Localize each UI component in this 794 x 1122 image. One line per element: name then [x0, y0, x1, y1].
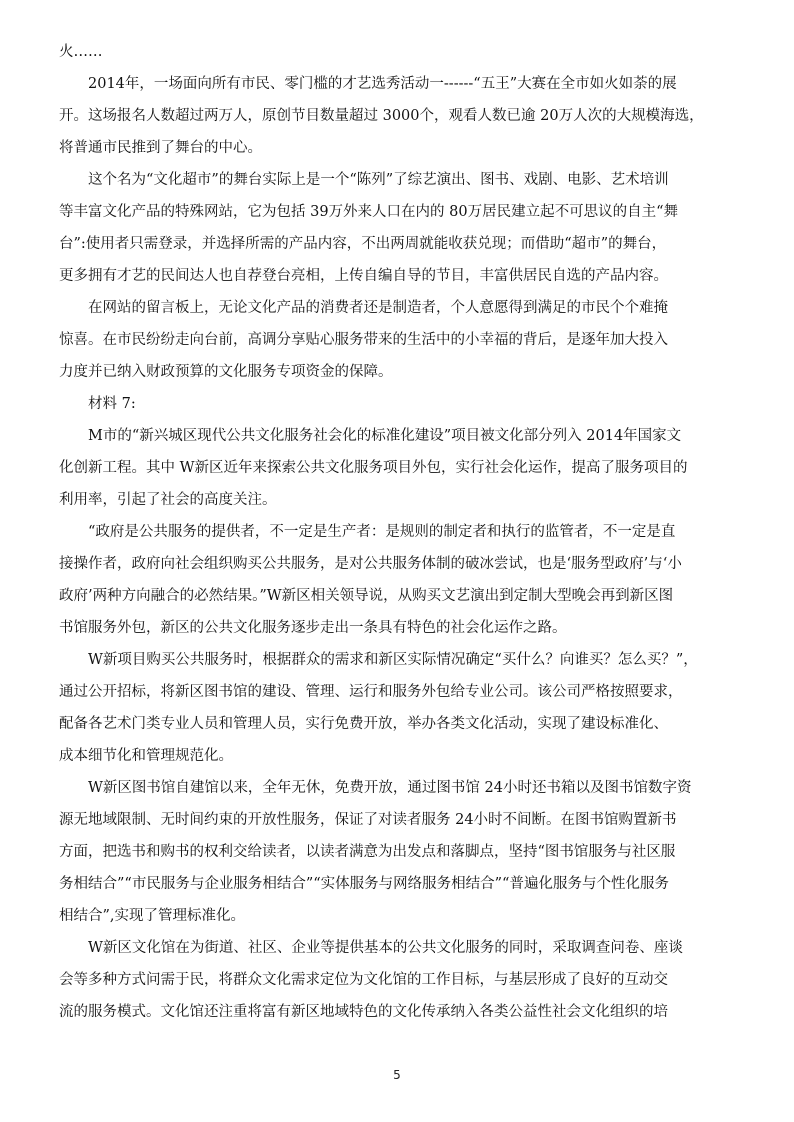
text-line: 接操作者，政府向社会组织购买公共服务，是对公共服务体制的破冰尝试，也是‘服务型政府’与‘小 — [59, 556, 682, 572]
text-line: W新区文化馆在为街道、社区、企业等提供基本的公共文化服务的同时，采取调查问卷、座谈 — [88, 940, 683, 956]
text-line: 方面，把选书和购书的权利交给读者，以读者满意为出发点和落脚点，坚持“图书馆服务与社区服 — [59, 844, 676, 860]
text-line: 开。这场报名人数超过两万人，原创节目数量超过 3000个，观看人数已逾 20万人次的大规模海选， — [59, 108, 704, 124]
text-line: 台”:使用者只需登录，并选择所需的产品内容，不出两周就能收获兑现；而借助“超市”的舞台， — [59, 236, 667, 252]
text-line: W新区图书馆自建馆以来，全年无休，免费开放，通过图书馆 24小时还书箱以及图书馆数字资 — [88, 780, 692, 796]
text-line: 在网站的留言板上，无论文化产品的消费者还是制造者，个人意愿得到满足的市民个个难掩 — [88, 300, 668, 316]
text-line: 流的服务模式。文化馆还注重将富有新区地域特色的文化传承纳入各类公益性社会文化组织的培 — [59, 1004, 668, 1020]
text-line: 这个名为“文化超市”的舞台实际上是一个“陈列”了综艺演出、图书、戏剧、电影、艺术培训 — [88, 172, 669, 188]
text-line: 配备各艺术门类专业人员和管理人员，实行免费开放，举办各类文化活动，实现了建设标准化、 — [59, 716, 668, 732]
text-line: 更多拥有才艺的民间达人也自荐登台亮相，上传自编自导的节目，丰富供居民自选的产品内容。 — [59, 268, 668, 284]
text-line: 利用率，引起了社会的高度关注。 — [59, 492, 277, 508]
text-line: 等丰富文化产品的特殊网站，它为包括 39万外来人口在内的 80万居民建立起不可思议的自主“舞 — [59, 204, 679, 220]
text-line: 通过公开招标，将新区图书馆的建设、管理、运行和服务外包给专业公司。该公司严格按照要求， — [59, 684, 683, 700]
text-line: 力度并已纳入财政预算的文化服务专项资金的保障。 — [59, 364, 393, 380]
text-line: 会等多种方式问需于民，将群众文化需求定位为文化馆的工作目标，与基层形成了良好的互动交 — [59, 972, 668, 988]
text-line: 成本细节化和管理规范化。 — [59, 748, 233, 764]
text-line: 2014年，一场面向所有市民、零门槛的才艺选秀活动一------“五王”大赛在全市如火如荼的展 — [88, 76, 677, 92]
text-line: 源无地域限制、无时间约束的开放性服务，保证了对读者服务 24小时不间断。在图书馆购置新书 — [59, 812, 677, 828]
text-line: 惊喜。在市民纷纷走向台前，高调分享贴心服务带来的生活中的小幸福的背后，是逐年加大投入 — [59, 332, 668, 348]
text-line: M市的“新兴城区现代公共文化服务社会化的标准化建设”项目被文化部分列入 2014年国家文 — [88, 428, 682, 444]
text-line: 务相结合”“市民服务与企业服务相结合”“实体服务与网络服务相结合”“普遍化服务与个性化服务 — [59, 876, 669, 892]
text-line: 火…… — [59, 44, 103, 60]
text-line: 将普通市民推到了舞台的中心。 — [59, 140, 262, 156]
text-line: 相结合”,实现了管理标准化。 — [59, 908, 246, 924]
section-heading: 材料 7: — [88, 396, 136, 412]
text-line: “政府是公共服务的提供者，不一定是生产者：是规则的制定者和执行的监管者，不一定是直 — [88, 524, 676, 540]
text-line: 书馆服务外包，新区的公共文化服务逐步走出一条具有特色的社会化运作之路。 — [59, 620, 567, 636]
text-line: W新项目购买公共服务时，根据群众的需求和新区实际情况确定“买什么？向谁买？怎么买？”， — [88, 652, 698, 668]
text-line: 政府’两种方向融合的必然结果。”W新区相关领导说，从购买文艺演出到定制大型晚会再到新区图 — [59, 588, 674, 604]
page-number: 5 — [393, 1068, 401, 1082]
text-line: 化创新工程。其中 W新区近年来探索公共文化服务项目外包，实行社会化运作，提高了服务项目的 — [59, 460, 688, 476]
